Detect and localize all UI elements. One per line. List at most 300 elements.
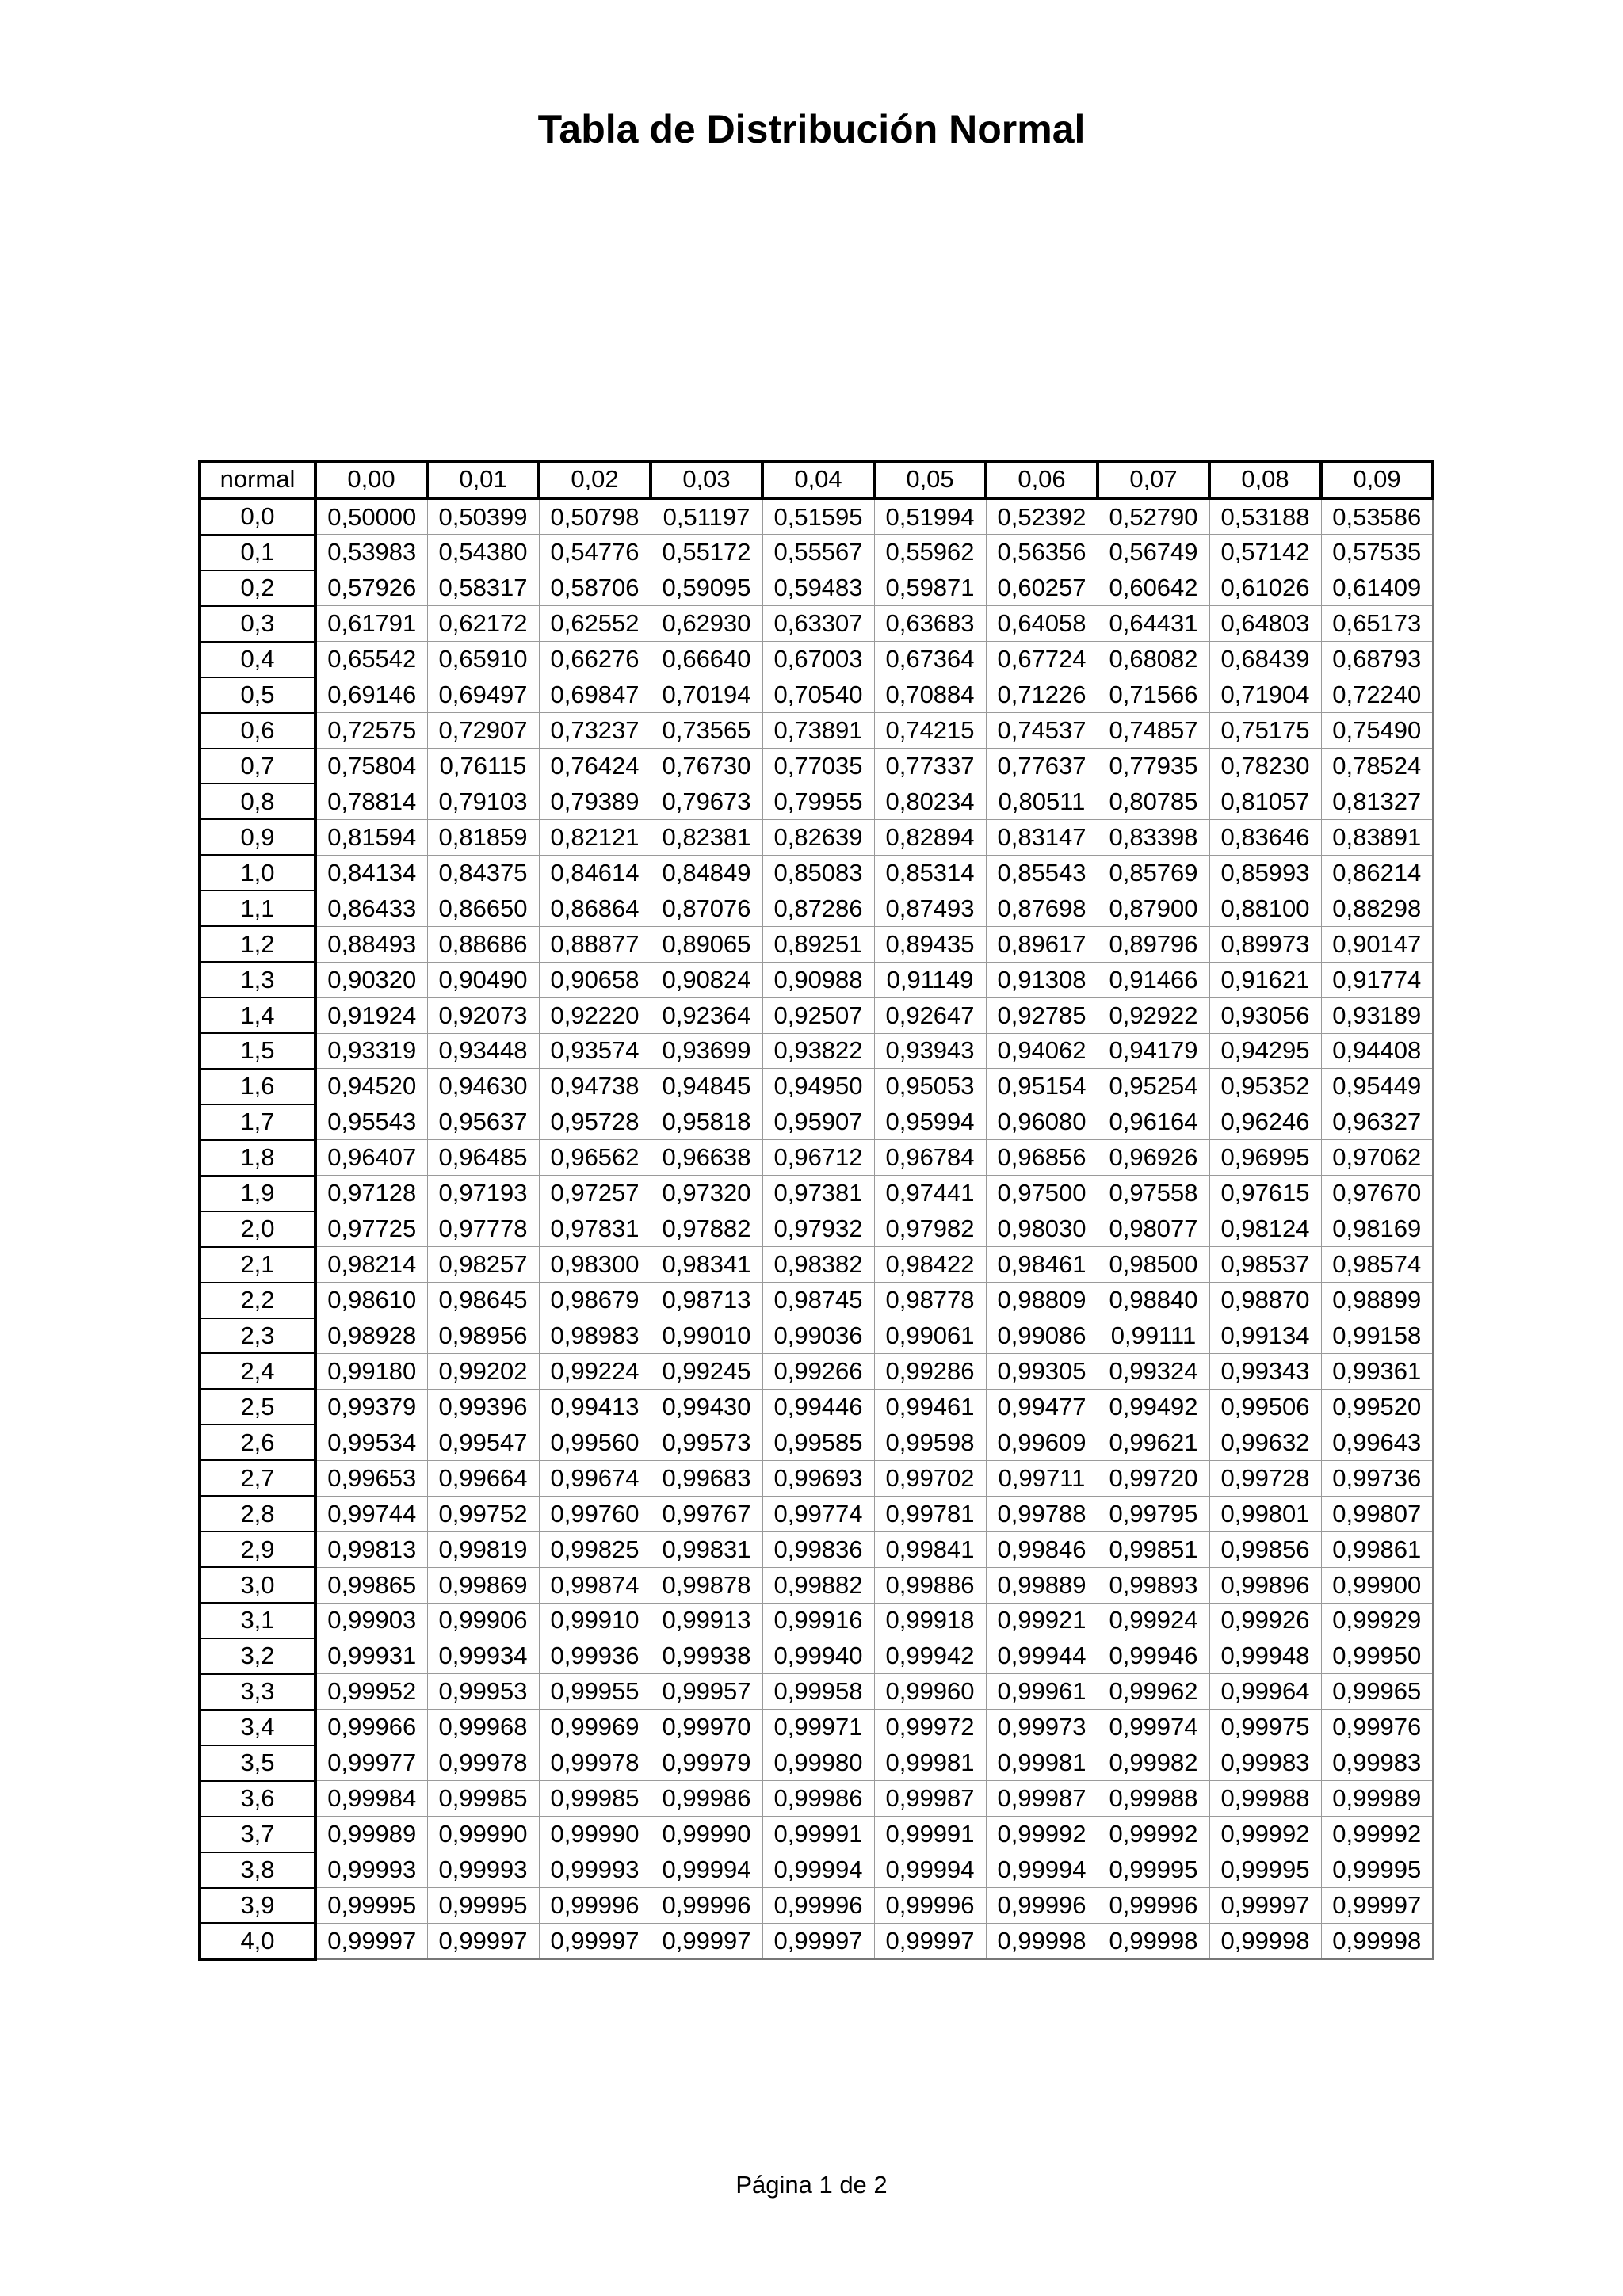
value-cell: 0,91308 [986, 962, 1098, 997]
value-cell: 0,99813 [315, 1531, 427, 1567]
normal-distribution-table [198, 460, 1434, 1961]
value-cell: 0,91924 [315, 997, 427, 1033]
value-cell: 0,99702 [874, 1460, 986, 1496]
row-header-cell: 1,2 [200, 926, 315, 962]
column-header-cell: 0,06 [986, 461, 1098, 498]
value-cell: 0,75175 [1209, 713, 1321, 749]
value-cell: 0,55567 [762, 535, 874, 570]
value-cell: 0,99760 [539, 1496, 651, 1531]
value-cell: 0,99940 [762, 1638, 874, 1674]
table-row [200, 784, 1433, 819]
table-header [200, 461, 1433, 498]
value-cell: 0,99598 [874, 1425, 986, 1460]
value-cell: 0,98300 [539, 1247, 651, 1283]
value-cell: 0,99946 [1098, 1638, 1209, 1674]
value-cell: 0,85769 [1098, 855, 1209, 891]
table-row [200, 1247, 1433, 1283]
row-header-cell: 4,0 [200, 1923, 315, 1959]
value-cell: 0,52392 [986, 498, 1098, 535]
value-cell: 0,92507 [762, 997, 874, 1033]
value-cell: 0,51197 [651, 498, 762, 535]
value-cell: 0,99869 [427, 1567, 539, 1603]
value-cell: 0,99989 [315, 1817, 427, 1852]
row-header-cell: 0,0 [200, 498, 315, 535]
value-cell: 0,99379 [315, 1389, 427, 1425]
value-cell: 0,76115 [427, 749, 539, 784]
value-cell: 0,95352 [1209, 1069, 1321, 1104]
value-cell: 0,73565 [651, 713, 762, 749]
value-cell: 0,99957 [651, 1674, 762, 1710]
value-cell: 0,97982 [874, 1211, 986, 1247]
value-cell: 0,99245 [651, 1353, 762, 1389]
value-cell: 0,98169 [1321, 1211, 1433, 1247]
value-cell: 0,99988 [1209, 1781, 1321, 1817]
value-cell: 0,67724 [986, 642, 1098, 677]
value-cell: 0,98257 [427, 1247, 539, 1283]
value-cell: 0,97320 [651, 1176, 762, 1211]
value-cell: 0,99976 [1321, 1710, 1433, 1745]
value-cell: 0,99996 [986, 1888, 1098, 1924]
value-cell: 0,99968 [427, 1710, 539, 1745]
value-cell: 0,99506 [1209, 1389, 1321, 1425]
value-cell: 0,99910 [539, 1603, 651, 1638]
value-cell: 0,99841 [874, 1531, 986, 1567]
column-header-cell: 0,09 [1321, 461, 1433, 498]
value-cell: 0,99861 [1321, 1531, 1433, 1567]
value-cell: 0,87698 [986, 891, 1098, 926]
table-row [200, 997, 1433, 1033]
value-cell: 0,85543 [986, 855, 1098, 891]
value-cell: 0,99996 [539, 1888, 651, 1924]
column-header-cell: 0,08 [1209, 461, 1321, 498]
value-cell: 0,99994 [986, 1852, 1098, 1888]
value-cell: 0,63683 [874, 606, 986, 642]
value-cell: 0,99996 [762, 1888, 874, 1924]
value-cell: 0,82639 [762, 819, 874, 855]
value-cell: 0,83398 [1098, 819, 1209, 855]
value-cell: 0,99896 [1209, 1567, 1321, 1603]
value-cell: 0,99995 [1098, 1852, 1209, 1888]
row-header-cell: 2,2 [200, 1283, 315, 1318]
value-cell: 0,57142 [1209, 535, 1321, 570]
table-row [200, 1817, 1433, 1852]
value-cell: 0,99995 [315, 1888, 427, 1924]
value-cell: 0,78814 [315, 784, 427, 819]
value-cell: 0,99990 [651, 1817, 762, 1852]
value-cell: 0,70884 [874, 677, 986, 713]
value-cell: 0,99396 [427, 1389, 539, 1425]
row-header-cell: 0,2 [200, 570, 315, 606]
value-cell: 0,99916 [762, 1603, 874, 1638]
value-cell: 0,79389 [539, 784, 651, 819]
value-cell: 0,99934 [427, 1638, 539, 1674]
value-cell: 0,99994 [651, 1852, 762, 1888]
value-cell: 0,87493 [874, 891, 986, 926]
value-cell: 0,99010 [651, 1318, 762, 1354]
value-cell: 0,71226 [986, 677, 1098, 713]
value-cell: 0,90988 [762, 962, 874, 997]
value-cell: 0,67364 [874, 642, 986, 677]
row-header-cell: 3,7 [200, 1817, 315, 1852]
value-cell: 0,69847 [539, 677, 651, 713]
value-cell: 0,92364 [651, 997, 762, 1033]
value-cell: 0,99795 [1098, 1496, 1209, 1531]
value-cell: 0,98645 [427, 1283, 539, 1318]
row-header-cell: 2,8 [200, 1496, 315, 1531]
value-cell: 0,96164 [1098, 1104, 1209, 1140]
value-cell: 0,98713 [651, 1283, 762, 1318]
value-cell: 0,99965 [1321, 1674, 1433, 1710]
value-cell: 0,56749 [1098, 535, 1209, 570]
table-row [200, 1104, 1433, 1140]
value-cell: 0,81594 [315, 819, 427, 855]
value-cell: 0,99993 [539, 1852, 651, 1888]
table-row [200, 1389, 1433, 1425]
value-cell: 0,98030 [986, 1211, 1098, 1247]
value-cell: 0,99992 [1321, 1817, 1433, 1852]
value-cell: 0,68793 [1321, 642, 1433, 677]
value-cell: 0,75804 [315, 749, 427, 784]
value-cell: 0,61791 [315, 606, 427, 642]
table-row [200, 1211, 1433, 1247]
value-cell: 0,89973 [1209, 926, 1321, 962]
value-cell: 0,55962 [874, 535, 986, 570]
row-header-cell: 0,4 [200, 642, 315, 677]
value-cell: 0,99978 [539, 1745, 651, 1781]
value-cell: 0,70194 [651, 677, 762, 713]
row-header-cell: 0,6 [200, 713, 315, 749]
column-header-cell: 0,01 [427, 461, 539, 498]
value-cell: 0,92647 [874, 997, 986, 1033]
value-cell: 0,98983 [539, 1318, 651, 1354]
value-cell: 0,81057 [1209, 784, 1321, 819]
value-cell: 0,99962 [1098, 1674, 1209, 1710]
value-cell: 0,99819 [427, 1531, 539, 1567]
row-header-cell: 1,3 [200, 962, 315, 997]
row-header-cell: 3,2 [200, 1638, 315, 1674]
table-row [200, 1638, 1433, 1674]
value-cell: 0,53586 [1321, 498, 1433, 535]
value-cell: 0,88493 [315, 926, 427, 962]
value-cell: 0,99585 [762, 1425, 874, 1460]
value-cell: 0,99950 [1321, 1638, 1433, 1674]
value-cell: 0,95994 [874, 1104, 986, 1140]
value-cell: 0,96080 [986, 1104, 1098, 1140]
value-cell: 0,99987 [986, 1781, 1098, 1817]
value-cell: 0,67003 [762, 642, 874, 677]
table-row [200, 1140, 1433, 1176]
value-cell: 0,90147 [1321, 926, 1433, 962]
value-cell: 0,96995 [1209, 1140, 1321, 1176]
value-cell: 0,61026 [1209, 570, 1321, 606]
row-header-cell: 0,5 [200, 677, 315, 713]
value-cell: 0,74215 [874, 713, 986, 749]
value-cell: 0,97128 [315, 1176, 427, 1211]
value-cell: 0,90824 [651, 962, 762, 997]
value-cell: 0,98928 [315, 1318, 427, 1354]
value-cell: 0,99986 [762, 1781, 874, 1817]
value-cell: 0,68439 [1209, 642, 1321, 677]
value-cell: 0,93943 [874, 1033, 986, 1069]
table-row [200, 1674, 1433, 1710]
value-cell: 0,99998 [1321, 1923, 1433, 1959]
table-row [200, 1460, 1433, 1496]
value-cell: 0,99984 [315, 1781, 427, 1817]
value-cell: 0,85314 [874, 855, 986, 891]
value-cell: 0,99982 [1098, 1745, 1209, 1781]
value-cell: 0,99990 [427, 1817, 539, 1852]
row-header-cell: 1,0 [200, 855, 315, 891]
value-cell: 0,99573 [651, 1425, 762, 1460]
value-cell: 0,99882 [762, 1567, 874, 1603]
value-cell: 0,99974 [1098, 1710, 1209, 1745]
value-cell: 0,96246 [1209, 1104, 1321, 1140]
column-header-cell: 0,04 [762, 461, 874, 498]
value-cell: 0,85083 [762, 855, 874, 891]
row-header-cell: 0,9 [200, 819, 315, 855]
value-cell: 0,98500 [1098, 1247, 1209, 1283]
value-cell: 0,99980 [762, 1745, 874, 1781]
table-row [200, 1033, 1433, 1069]
value-cell: 0,99461 [874, 1389, 986, 1425]
value-cell: 0,94845 [651, 1069, 762, 1104]
value-cell: 0,66640 [651, 642, 762, 677]
value-cell: 0,92922 [1098, 997, 1209, 1033]
value-cell: 0,57926 [315, 570, 427, 606]
value-cell: 0,99413 [539, 1389, 651, 1425]
value-cell: 0,99989 [1321, 1781, 1433, 1817]
value-cell: 0,99944 [986, 1638, 1098, 1674]
value-cell: 0,54776 [539, 535, 651, 570]
table-row [200, 498, 1433, 535]
row-header-cell: 1,4 [200, 997, 315, 1033]
value-cell: 0,86433 [315, 891, 427, 926]
table-row [200, 1353, 1433, 1389]
value-cell: 0,65910 [427, 642, 539, 677]
value-cell: 0,94520 [315, 1069, 427, 1104]
value-cell: 0,99061 [874, 1318, 986, 1354]
value-cell: 0,95053 [874, 1069, 986, 1104]
value-cell: 0,97670 [1321, 1176, 1433, 1211]
table-row [200, 1745, 1433, 1781]
value-cell: 0,99997 [651, 1923, 762, 1959]
value-cell: 0,98956 [427, 1318, 539, 1354]
value-cell: 0,91621 [1209, 962, 1321, 997]
value-cell: 0,89065 [651, 926, 762, 962]
value-cell: 0,97441 [874, 1176, 986, 1211]
value-cell: 0,79103 [427, 784, 539, 819]
value-cell: 0,84849 [651, 855, 762, 891]
value-cell: 0,92220 [539, 997, 651, 1033]
value-cell: 0,88100 [1209, 891, 1321, 926]
value-cell: 0,99286 [874, 1353, 986, 1389]
value-cell: 0,99996 [651, 1888, 762, 1924]
column-header-cell: 0,00 [315, 461, 427, 498]
value-cell: 0,91466 [1098, 962, 1209, 997]
table-row [200, 819, 1433, 855]
value-cell: 0,99774 [762, 1496, 874, 1531]
value-cell: 0,85993 [1209, 855, 1321, 891]
value-cell: 0,97381 [762, 1176, 874, 1211]
value-cell: 0,96856 [986, 1140, 1098, 1176]
row-header-cell: 0,3 [200, 606, 315, 642]
value-cell: 0,86214 [1321, 855, 1433, 891]
value-cell: 0,97500 [986, 1176, 1098, 1211]
value-cell: 0,99878 [651, 1567, 762, 1603]
value-cell: 0,98574 [1321, 1247, 1433, 1283]
table-body [200, 498, 1433, 1959]
value-cell: 0,99970 [651, 1710, 762, 1745]
value-cell: 0,99643 [1321, 1425, 1433, 1460]
value-cell: 0,62172 [427, 606, 539, 642]
value-cell: 0,51595 [762, 498, 874, 535]
row-header-cell: 3,3 [200, 1674, 315, 1710]
value-cell: 0,50798 [539, 498, 651, 535]
value-cell: 0,94179 [1098, 1033, 1209, 1069]
value-cell: 0,99036 [762, 1318, 874, 1354]
value-cell: 0,99609 [986, 1425, 1098, 1460]
value-cell: 0,99960 [874, 1674, 986, 1710]
value-cell: 0,99906 [427, 1603, 539, 1638]
value-cell: 0,60257 [986, 570, 1098, 606]
row-header-cell: 3,9 [200, 1888, 315, 1924]
value-cell: 0,99994 [874, 1852, 986, 1888]
table-row [200, 677, 1433, 713]
value-cell: 0,97558 [1098, 1176, 1209, 1211]
value-cell: 0,99969 [539, 1710, 651, 1745]
value-cell: 0,99975 [1209, 1710, 1321, 1745]
value-cell: 0,99111 [1098, 1318, 1209, 1354]
value-cell: 0,99938 [651, 1638, 762, 1674]
row-header-cell: 3,8 [200, 1852, 315, 1888]
value-cell: 0,99972 [874, 1710, 986, 1745]
value-cell: 0,99266 [762, 1353, 874, 1389]
value-cell: 0,89435 [874, 926, 986, 962]
value-cell: 0,96485 [427, 1140, 539, 1176]
value-cell: 0,59483 [762, 570, 874, 606]
value-cell: 0,99781 [874, 1496, 986, 1531]
value-cell: 0,99936 [539, 1638, 651, 1674]
value-cell: 0,91149 [874, 962, 986, 997]
value-cell: 0,93822 [762, 1033, 874, 1069]
value-cell: 0,71904 [1209, 677, 1321, 713]
row-header-cell: 1,7 [200, 1104, 315, 1140]
value-cell: 0,99736 [1321, 1460, 1433, 1496]
value-cell: 0,96926 [1098, 1140, 1209, 1176]
value-cell: 0,99831 [651, 1531, 762, 1567]
value-cell: 0,99324 [1098, 1353, 1209, 1389]
value-cell: 0,99305 [986, 1353, 1098, 1389]
value-cell: 0,92073 [427, 997, 539, 1033]
value-cell: 0,95543 [315, 1104, 427, 1140]
value-cell: 0,99998 [1098, 1923, 1209, 1959]
value-cell: 0,74857 [1098, 713, 1209, 749]
value-cell: 0,99752 [427, 1496, 539, 1531]
value-cell: 0,99998 [986, 1923, 1098, 1959]
table-row [200, 535, 1433, 570]
value-cell: 0,99991 [874, 1817, 986, 1852]
row-header-cell: 3,4 [200, 1710, 315, 1745]
value-cell: 0,80511 [986, 784, 1098, 819]
value-cell: 0,95818 [651, 1104, 762, 1140]
value-cell: 0,99683 [651, 1460, 762, 1496]
value-cell: 0,92785 [986, 997, 1098, 1033]
value-cell: 0,69497 [427, 677, 539, 713]
value-cell: 0,99948 [1209, 1638, 1321, 1674]
value-cell: 0,69146 [315, 677, 427, 713]
value-cell: 0,96638 [651, 1140, 762, 1176]
value-cell: 0,99981 [874, 1745, 986, 1781]
value-cell: 0,99966 [315, 1710, 427, 1745]
value-cell: 0,99973 [986, 1710, 1098, 1745]
value-cell: 0,99997 [1209, 1888, 1321, 1924]
value-cell: 0,99983 [1321, 1745, 1433, 1781]
value-cell: 0,98679 [539, 1283, 651, 1318]
value-cell: 0,51994 [874, 498, 986, 535]
value-cell: 0,98461 [986, 1247, 1098, 1283]
value-cell: 0,62552 [539, 606, 651, 642]
value-cell: 0,94630 [427, 1069, 539, 1104]
value-cell: 0,75490 [1321, 713, 1433, 749]
row-header-cell: 2,7 [200, 1460, 315, 1496]
value-cell: 0,58706 [539, 570, 651, 606]
value-cell: 0,96712 [762, 1140, 874, 1176]
value-cell: 0,97932 [762, 1211, 874, 1247]
value-cell: 0,99961 [986, 1674, 1098, 1710]
value-cell: 0,99224 [539, 1353, 651, 1389]
value-cell: 0,52790 [1098, 498, 1209, 535]
value-cell: 0,99446 [762, 1389, 874, 1425]
value-cell: 0,60642 [1098, 570, 1209, 606]
value-cell: 0,99886 [874, 1567, 986, 1603]
value-cell: 0,87286 [762, 891, 874, 926]
table-row [200, 1176, 1433, 1211]
value-cell: 0,99997 [874, 1923, 986, 1959]
table-row [200, 749, 1433, 784]
value-cell: 0,99988 [1098, 1781, 1209, 1817]
value-cell: 0,96784 [874, 1140, 986, 1176]
value-cell: 0,99674 [539, 1460, 651, 1496]
value-cell: 0,99981 [986, 1745, 1098, 1781]
corner-header-cell: normal [200, 461, 315, 498]
table-row [200, 855, 1433, 891]
value-cell: 0,87900 [1098, 891, 1209, 926]
value-cell: 0,93699 [651, 1033, 762, 1069]
value-cell: 0,99924 [1098, 1603, 1209, 1638]
value-cell: 0,99865 [315, 1567, 427, 1603]
value-cell: 0,83891 [1321, 819, 1433, 855]
value-cell: 0,80785 [1098, 784, 1209, 819]
value-cell: 0,99993 [427, 1852, 539, 1888]
row-header-cell: 1,8 [200, 1140, 315, 1176]
value-cell: 0,90490 [427, 962, 539, 997]
value-cell: 0,99664 [427, 1460, 539, 1496]
value-cell: 0,99158 [1321, 1318, 1433, 1354]
value-cell: 0,95254 [1098, 1069, 1209, 1104]
value-cell: 0,99985 [539, 1781, 651, 1817]
value-cell: 0,99632 [1209, 1425, 1321, 1460]
value-cell: 0,97778 [427, 1211, 539, 1247]
value-cell: 0,96562 [539, 1140, 651, 1176]
value-cell: 0,72575 [315, 713, 427, 749]
value-cell: 0,62930 [651, 606, 762, 642]
value-cell: 0,94408 [1321, 1033, 1433, 1069]
value-cell: 0,99986 [651, 1781, 762, 1817]
value-cell: 0,81327 [1321, 784, 1433, 819]
column-header-cell: 0,02 [539, 461, 651, 498]
value-cell: 0,99086 [986, 1318, 1098, 1354]
value-cell: 0,99492 [1098, 1389, 1209, 1425]
